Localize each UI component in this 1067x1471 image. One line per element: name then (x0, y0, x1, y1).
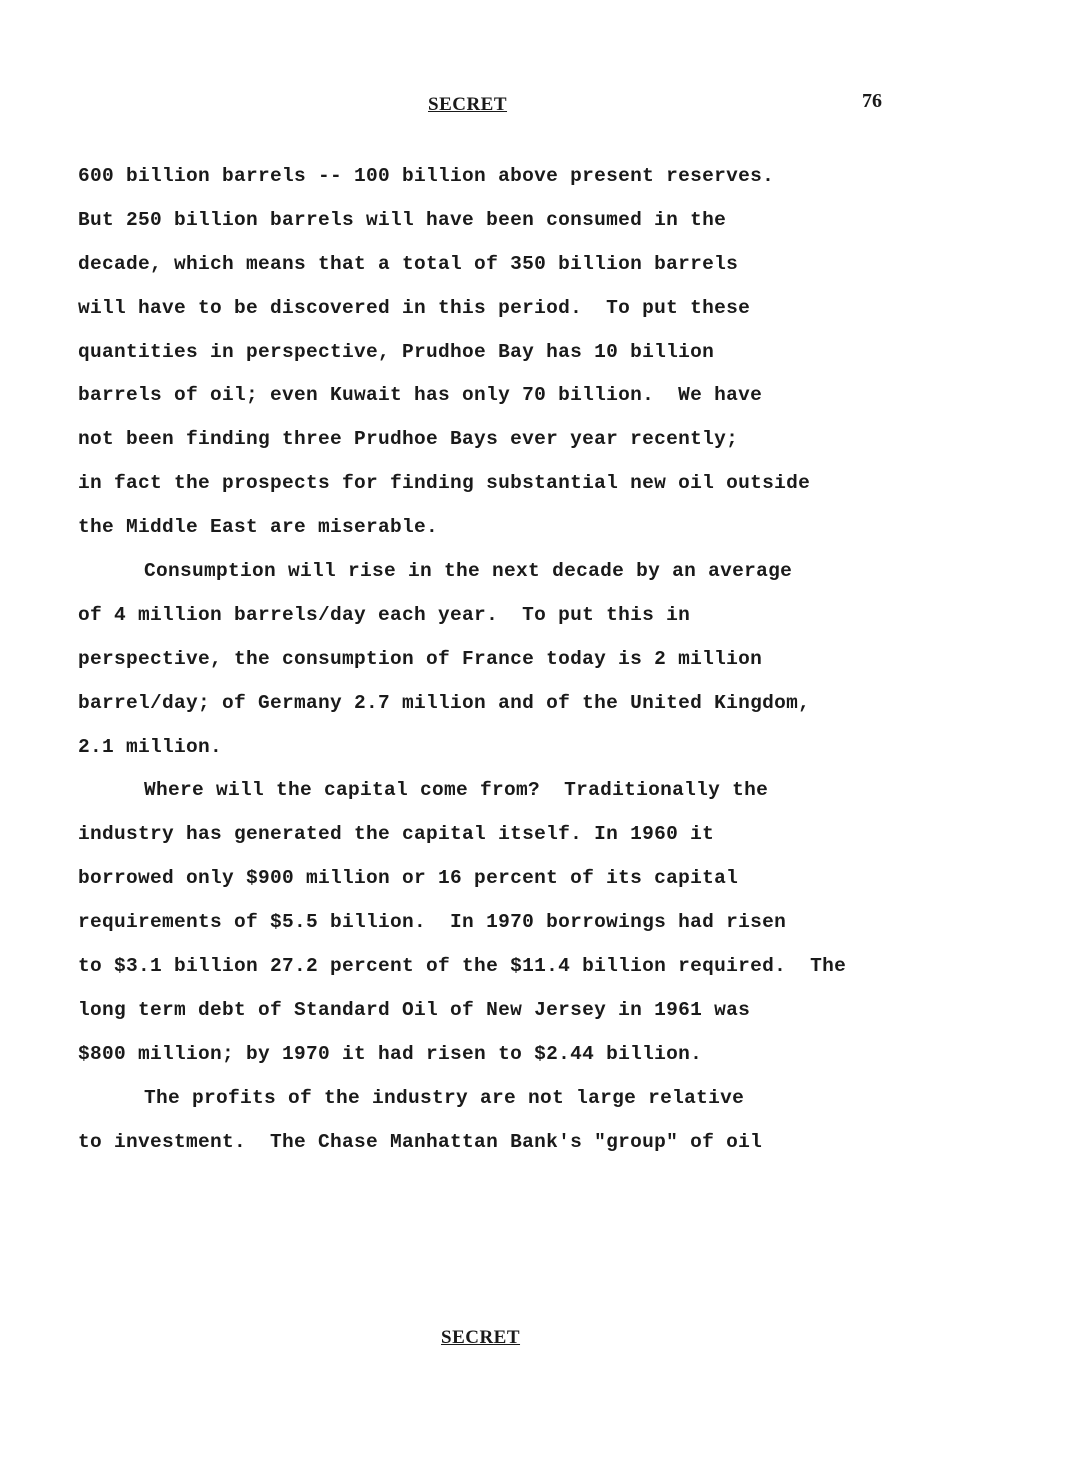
text-line: industry has generated the capital itself. In 1960 it (78, 823, 715, 846)
paragraph-start-line: Where will the capital come from? Traditionally the (144, 779, 769, 802)
paragraph-start-line: The profits of the industry are not large relative (144, 1086, 745, 1109)
text-line: in fact the prospects for finding substantial new oil outside (78, 472, 811, 495)
text-line: quantities in perspective, Prudhoe Bay has 10 billion (78, 340, 715, 363)
text-line: to $3.1 billion 27.2 percent of the $11.4 billion required. The (78, 955, 847, 978)
text-line: barrels of oil; even Kuwait has only 70 billion. We have (78, 384, 763, 407)
text-line: decade, which means that a total of 350 billion barrels (78, 252, 739, 275)
text-line: perspective, the consumption of France today is 2 million (78, 647, 763, 670)
body-text (78, 155, 938, 1164)
text-line: But 250 billion barrels will have been consumed in the (78, 208, 727, 231)
text-line: not been finding three Prudhoe Bays ever year recently; (78, 428, 739, 451)
text-line: barrel/day; of Germany 2.7 million and of the United Kingdom, (78, 691, 811, 714)
text-line: long term debt of Standard Oil of New Jersey in 1961 was (78, 998, 751, 1021)
text-line: the Middle East are miserable. (78, 516, 439, 539)
text-line: borrowed only $900 million or 16 percent of its capital (78, 867, 739, 890)
paragraph-start-line: Consumption will rise in the next decade by an average (144, 560, 793, 583)
text-line: will have to be discovered in this period. To put these (78, 296, 751, 319)
page-number: 76 (862, 90, 882, 112)
text-line: to investment. The Chase Manhattan Bank's "group" of oil (78, 1130, 763, 1153)
classification-header: SECRET (428, 94, 508, 115)
text-line: $800 million; by 1970 it had risen to $2.44 billion. (78, 1042, 703, 1065)
text-line: requirements of $5.5 billion. In 1970 borrowings had risen (78, 911, 787, 934)
text-line: 2.1 million. (78, 735, 223, 758)
classification-footer: SECRET (441, 1327, 521, 1348)
text-line: of 4 million barrels/day each year. To put this in (78, 603, 691, 626)
text-line: 600 billion barrels -- 100 billion above present reserves. (78, 165, 775, 187)
